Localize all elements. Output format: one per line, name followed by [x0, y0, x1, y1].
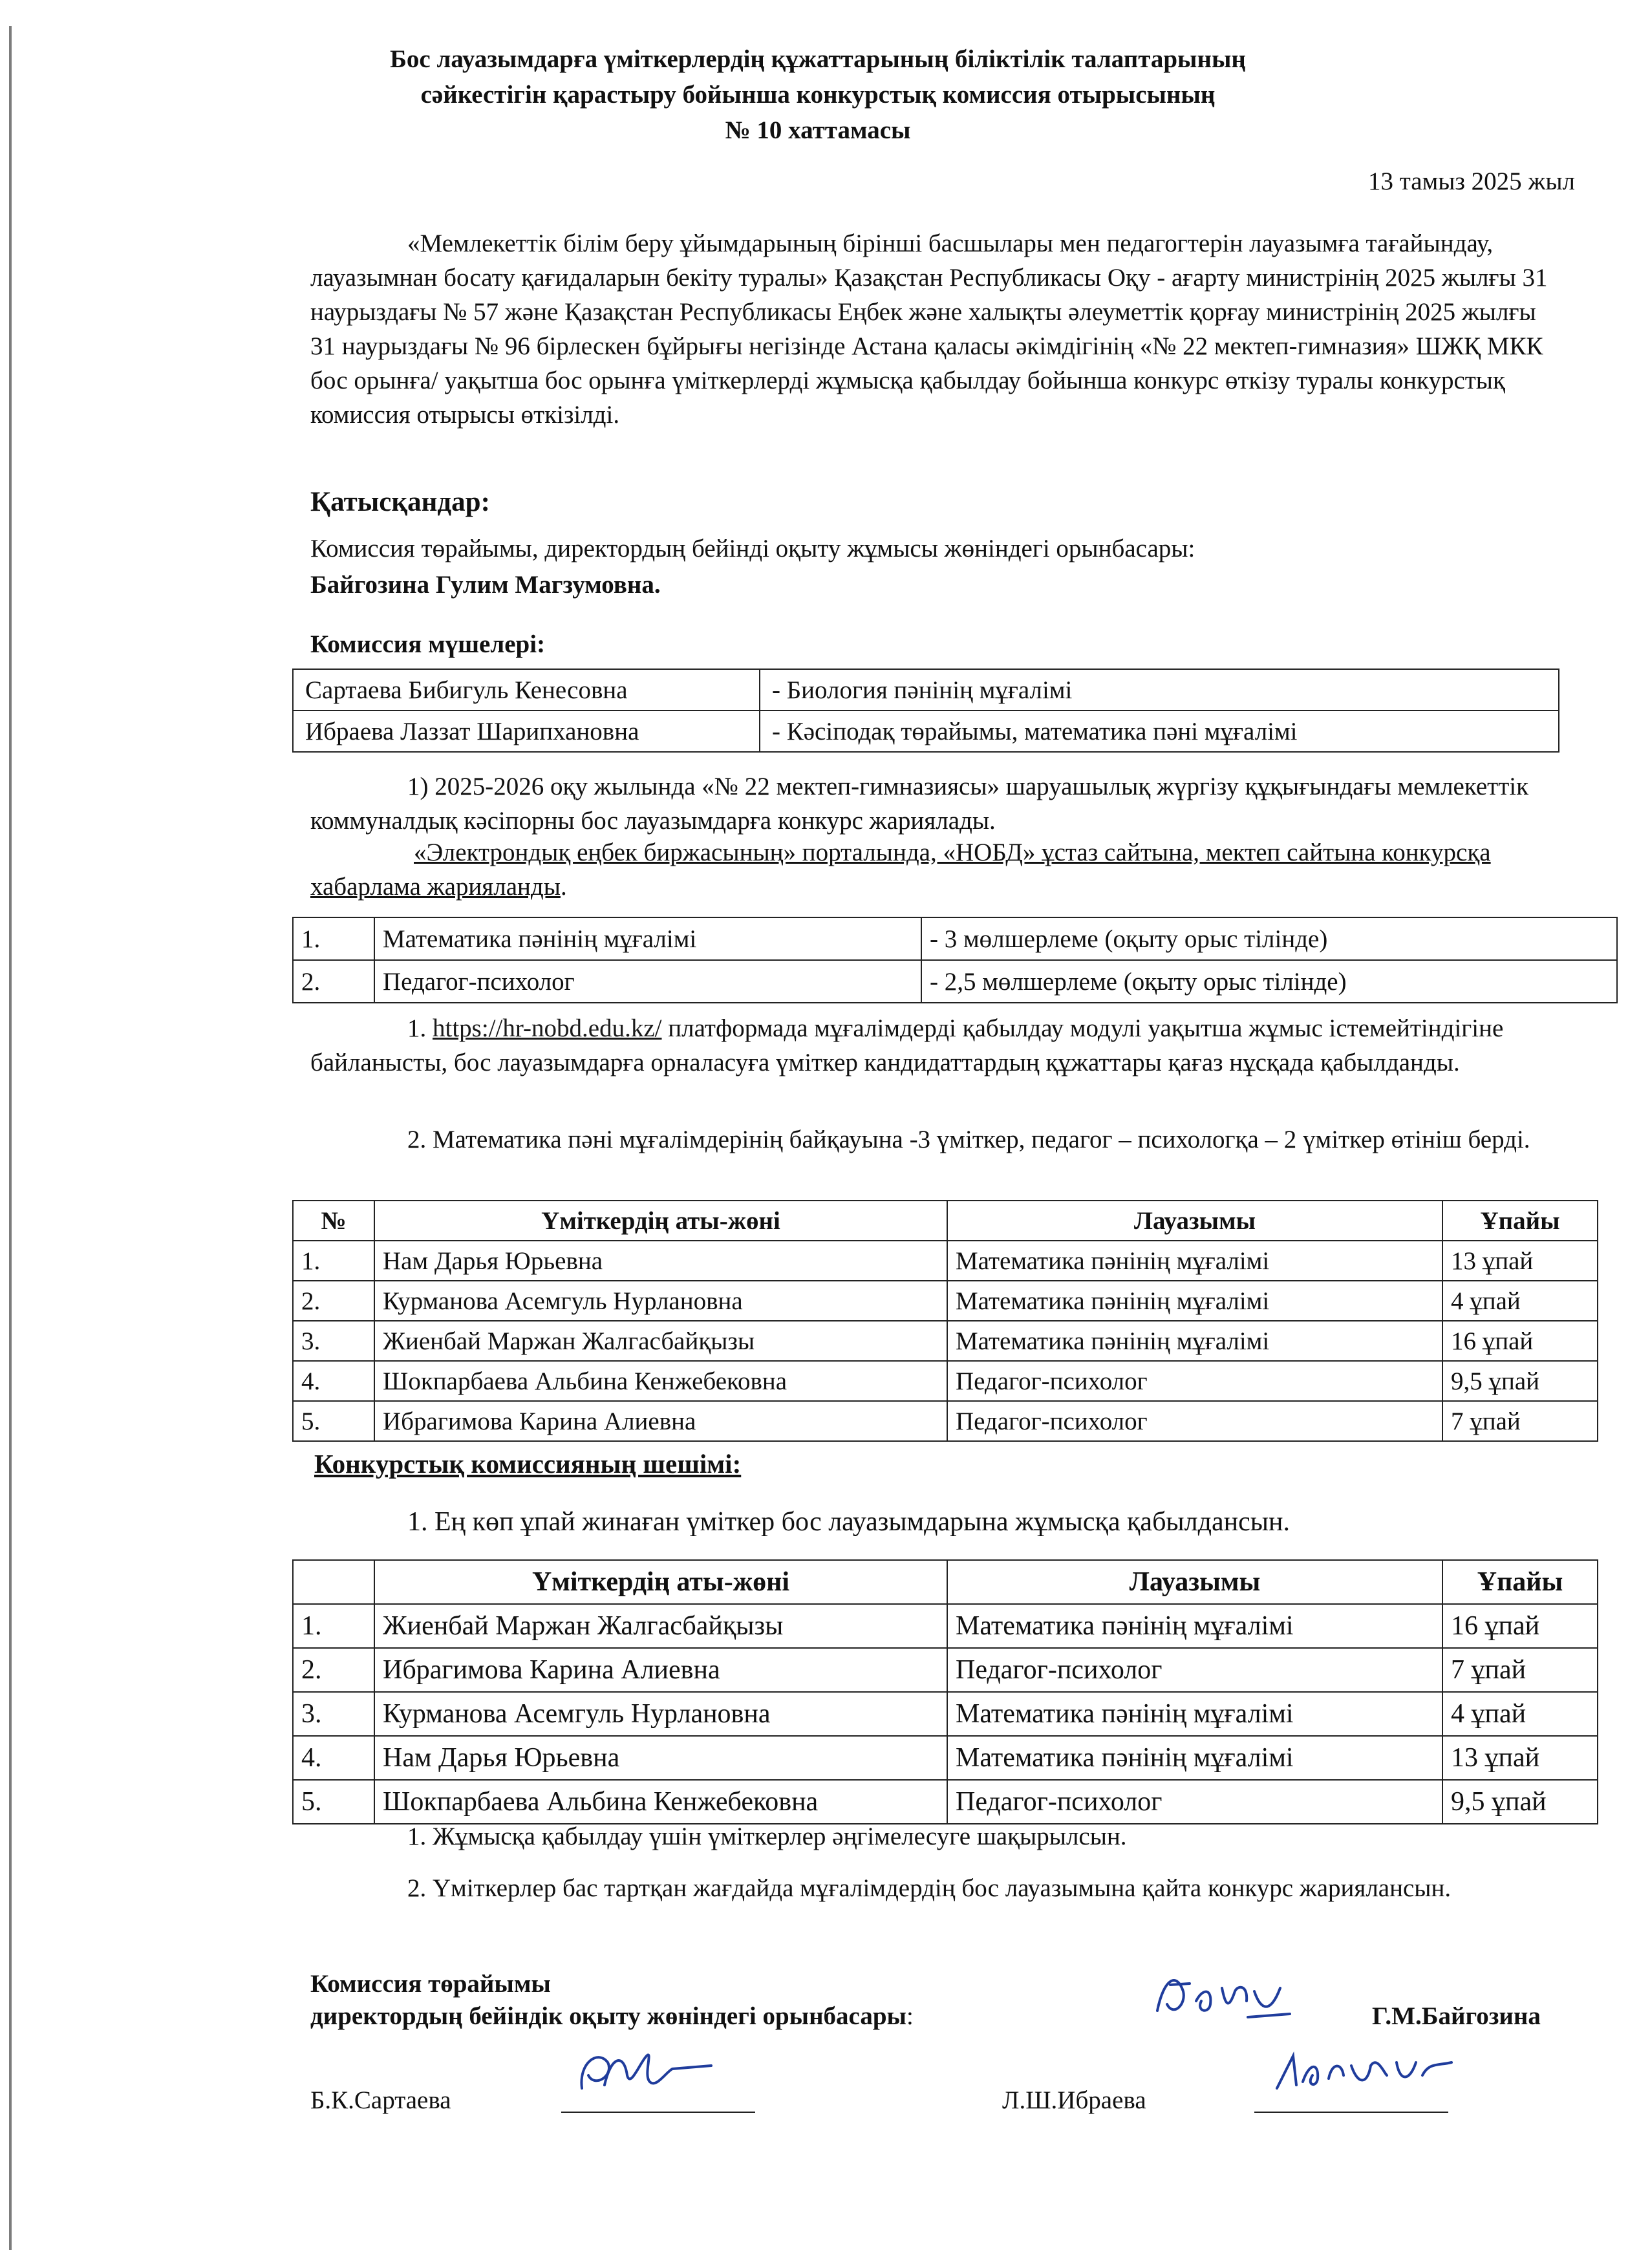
- title-line-3: № 10 хаттамасы: [725, 116, 911, 144]
- decision-table: [292, 1559, 1598, 1824]
- vacancies-table: [292, 917, 1618, 1003]
- title-line-2: сәйкестігін қарастыру бойынша конкурстық комиссия отырысының: [420, 81, 1216, 109]
- chair-subtitle: директордың бейіндік оқыту жөніндегі орынбасары:: [310, 2002, 914, 2030]
- table-header-row: Үміткердің аты-жөні Лауазымы Ұпайы: [293, 1560, 1598, 1604]
- chair-role: Комиссия төрайымы, директордың бейінді оқыту жұмысы жөніндегі орынбасары:: [310, 535, 1195, 562]
- members-heading: Комиссия мүшелері:: [310, 630, 546, 658]
- note-2: 2. Математика пәні мұғалімдерінің байқауына -3 үміткер, педагог – психологқа – 2 үміткер өтініш берді.: [407, 1126, 1530, 1153]
- chair-signature-image: [1151, 1965, 1306, 2037]
- hr-nobd-link[interactable]: https://hr-nobd.edu.kz/: [433, 1014, 662, 1042]
- announcement-notice: «Электрондық еңбек биржасының» порталында, «НОБД» ұстаз сайтына, мектеп сайтына конкурсқа хабарлама жарияланды.: [310, 839, 1491, 901]
- decision-after-1: 1. Жұмысқа қабылдау үшін үміткерлер әңгімелесуге шақырылсын.: [407, 1823, 1127, 1850]
- decision-heading: Конкурстық комиссияның шешімі:: [314, 1449, 742, 1479]
- table-row: [293, 669, 1559, 711]
- vacancy-position: Математика пәнінің мұғалімі: [374, 917, 921, 960]
- table-row: [293, 917, 1617, 960]
- table-row: 3. Жиенбай Маржан Жалгасбайқызы Математика пәнінің мұғалімі 16 ұпай: [293, 1321, 1598, 1361]
- note-1: 1. https://hr-nobd.edu.kz/ платформада мұғалімдерді қабылдау модулі уақытша жұмыс істемейтіндігіне байланысты, бос лауазымдарға орналасуға үміткер кандидаттардың құжаттары қағаз нұсқада қабылданды.: [310, 1014, 1504, 1076]
- member1-name: Б.К.Сартаева: [310, 2086, 451, 2114]
- title-line-1: Бос лауазымдарға үміткерлердің құжаттарының біліктілік талаптарының: [390, 45, 1246, 73]
- member1-signature-line: [561, 2112, 755, 2113]
- document-title: [310, 41, 1325, 148]
- chair-title: Комиссия төрайымы: [310, 1970, 551, 1998]
- member-role: - Кәсіподақ төрайымы, математика пәні мұғалімі: [760, 711, 1559, 752]
- announcement-notice-text: «Электрондық еңбек биржасының» порталында, «НОБД» ұстаз сайтына, мектеп сайтына конкурсқа хабарлама жарияланды: [310, 839, 1491, 901]
- member-role: - Биология пәнінің мұғалімі: [760, 669, 1559, 711]
- table-row: 5. Шокпарбаева Альбина Кенжебековна Педагог-психолог 9,5 ұпай: [293, 1780, 1598, 1824]
- vacancy-rate: - 2,5 мөлшерлеме (оқыту орыс тілінде): [921, 960, 1617, 1003]
- vacancy-position: Педагог-психолог: [374, 960, 921, 1003]
- member2-name: Л.Ш.Ибраева: [1002, 2086, 1146, 2114]
- decision-after-2: 2. Үміткерлер бас тартқан жағдайда мұғалімдердің бос лауазымына қайта конкурс жариялансын.: [407, 1874, 1452, 1902]
- participants-heading: Қатысқандар:: [310, 487, 490, 517]
- announcement-paragraph: 1) 2025-2026 оқу жылында «№ 22 мектеп-гимназиясы» шаруашылық жүргізу құқығындағы мемлекеттік коммуналдық кәсіпорны бос лауазымдарға конкурс жариялады.: [310, 773, 1529, 835]
- table-row: [293, 960, 1617, 1003]
- chair-name-signature: Г.М.Байгозина: [1372, 2002, 1541, 2030]
- table-row: 2. Курманова Асемгуль Нурлановна Математика пәнінің мұғалімі 4 ұпай: [293, 1281, 1598, 1321]
- table-row: 4. Шокпарбаева Альбина Кенжебековна Педагог-психолог 9,5 ұпай: [293, 1361, 1598, 1401]
- intro-paragraph: «Мемлекеттік білім беру ұйымдарының бірінші басшылары мен педагогтерін лауазымға тағайындау, лауазымнан босату қағидаларын бекіту туралы» Қазақстан Республикасы Оқу - ағарту министрінің 2025 жылғы 31 наурыздағы № 57 және Қазақстан Республикасы Еңбек және халықты әлеуметтік қорғау министрінің 2025 жылғы 31 наурыздағы № 96 бірлескен бұйрығы негізінде Астана қаласы әкімдігінің «№ 22 мектеп-гимназия» ШЖҚ МКК бос орынға/ уақытша бос орынға үміткерлерді жұмысқа қабылдау бойынша конкурс өткізу туралы конкурстық комиссия отырысы өткізілді.: [310, 230, 1548, 429]
- table-row: 5. Ибрагимова Карина Алиевна Педагог-психолог 7 ұпай: [293, 1401, 1598, 1441]
- table-row: 2. Ибрагимова Карина Алиевна Педагог-психолог 7 ұпай: [293, 1648, 1598, 1692]
- vacancy-rate: - 3 мөлшерлеме (оқыту орыс тілінде): [921, 917, 1617, 960]
- members-table: [292, 669, 1559, 753]
- candidates-table: [292, 1200, 1598, 1442]
- table-row: 3. Курманова Асемгуль Нурлановна Математика пәнінің мұғалімі 4 ұпай: [293, 1692, 1598, 1736]
- table-row: [293, 711, 1559, 752]
- scan-edge: [9, 26, 12, 2250]
- table-header-row: № Үміткердің аты-жөні Лауазымы Ұпайы: [293, 1201, 1598, 1241]
- table-row: 4. Нам Дарья Юрьевна Математика пәнінің мұғалімі 13 ұпай: [293, 1736, 1598, 1780]
- member2-signature-line: [1254, 2112, 1448, 2113]
- table-row: 1. Жиенбай Маржан Жалгасбайқызы Математика пәнінің мұғалімі 16 ұпай: [293, 1604, 1598, 1648]
- member2-signature-image: [1267, 2037, 1461, 2108]
- vacancy-num: 1.: [293, 917, 374, 960]
- member-name: Сартаева Бибигуль Кенесовна: [293, 669, 760, 711]
- chair-name: Байгозина Гулим Магзумовна.: [310, 571, 661, 599]
- vacancy-num: 2.: [293, 960, 374, 1003]
- table-row: 1. Нам Дарья Юрьевна Математика пәнінің мұғалімі 13 ұпай: [293, 1241, 1598, 1281]
- member-name: Ибраева Лаззат Шарипхановна: [293, 711, 760, 752]
- member1-signature-image: [569, 2037, 718, 2108]
- decision-line: 1. Ең көп ұпай жинаған үміткер бос лауазымдарына жұмысқа қабылдансын.: [407, 1507, 1290, 1537]
- document-date: 13 тамыз 2025 жыл: [1368, 167, 1575, 195]
